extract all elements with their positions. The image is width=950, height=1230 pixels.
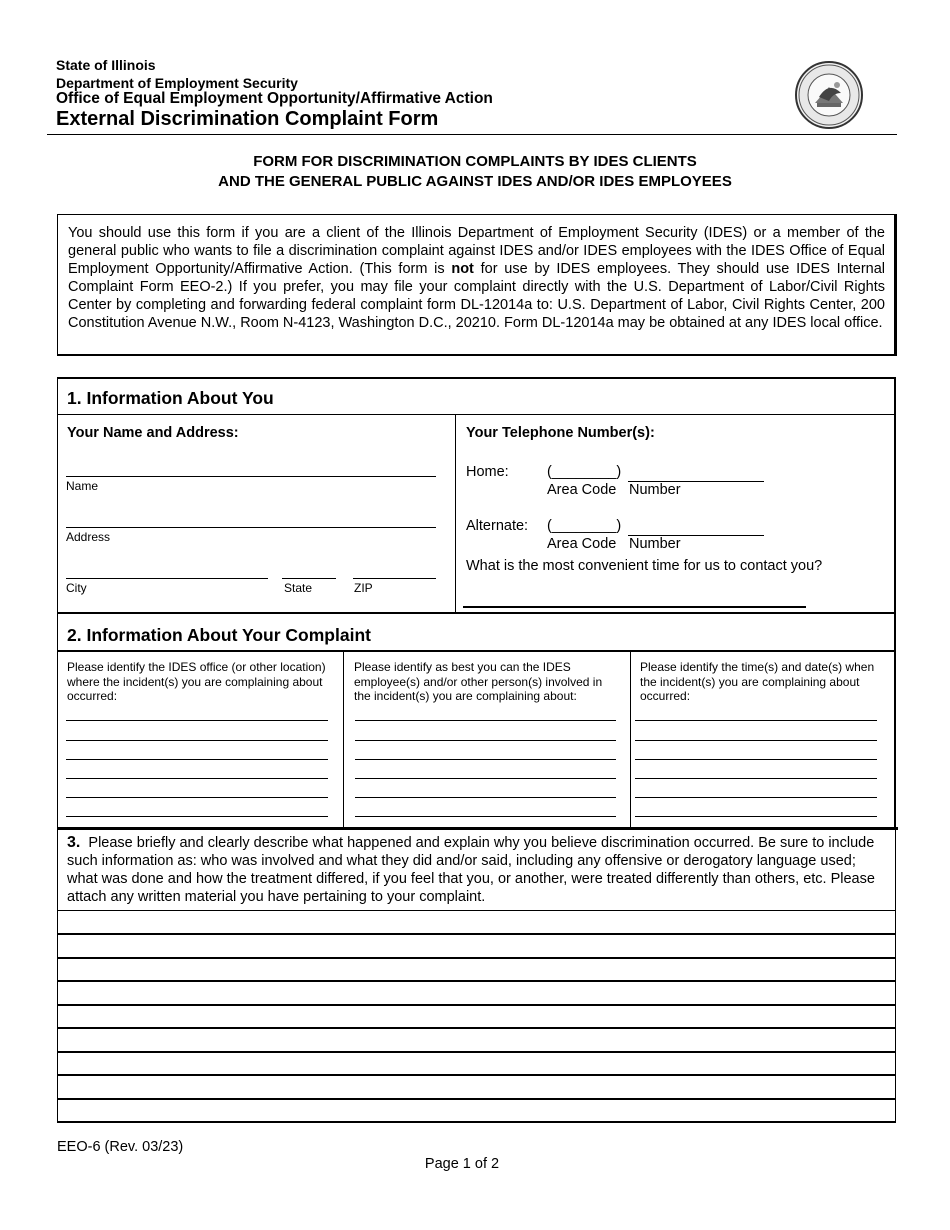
persons-line[interactable]: [355, 816, 616, 817]
time-date-line[interactable]: [635, 720, 877, 721]
location-prompt: Please identify the IDES office (or other location) where the incident(s) you are complaining about occurred:: [67, 660, 326, 704]
section-2-title: 2. Information About Your Complaint: [67, 625, 371, 645]
city-field[interactable]: [66, 578, 268, 579]
section-3-instructions: [67, 834, 887, 906]
persons-line[interactable]: [355, 759, 616, 760]
description-line[interactable]: [57, 1027, 896, 1029]
contact-time-field[interactable]: [463, 606, 806, 608]
description-line[interactable]: [57, 1004, 896, 1006]
time-date-line[interactable]: [635, 778, 877, 779]
description-line[interactable]: [57, 933, 896, 935]
time-date-line[interactable]: [635, 740, 877, 741]
name-address-label: Your Name and Address:: [67, 425, 239, 441]
time-date-line[interactable]: [635, 816, 877, 817]
time-date-prompt: Please identify the time(s) and date(s) when the incident(s) you are complaining about occurred:: [640, 660, 875, 704]
contact-time-question: What is the most convenient time for us to contact you?: [466, 558, 823, 574]
office-name: Office of Equal Employment Opportunity/Affirmative Action: [56, 90, 493, 107]
time-date-line[interactable]: [635, 797, 877, 798]
home-phone-label: Home:: [466, 464, 509, 480]
page-number: Page 1 of 2: [424, 1156, 500, 1172]
zip-field[interactable]: [353, 578, 436, 579]
location-line[interactable]: [66, 778, 328, 779]
name-label: Name: [66, 479, 99, 493]
city-label: City: [66, 581, 87, 595]
description-line[interactable]: [57, 1121, 896, 1123]
form-title: External Discrimination Complaint Form: [56, 108, 439, 130]
description-line[interactable]: [57, 1098, 896, 1100]
section-3-text: Please briefly and clearly describe what happened and explain why you believe discrimination occurred. Be sure to include such information as: who was involved and what they did and/or said, including any offensive or derogatory language used; what was done and how the treatment differed, if you feel that you, or another, were treated differently than others, etc. Please attach any written material you have pertaining to your complaint.: [67, 835, 875, 905]
description-line[interactable]: [57, 1074, 896, 1076]
state-field[interactable]: [282, 578, 336, 579]
persons-involved-prompt: Please identify as best you can the IDES employee(s) and/or other person(s) involved in the incident(s) you are complaining about:: [354, 660, 603, 704]
department-name: Department of Employment Security: [56, 75, 298, 91]
alternate-area-code-field[interactable]: (________): [547, 518, 622, 534]
form-number: EEO-6 (Rev. 03/23): [57, 1139, 184, 1155]
section-3-number: 3.: [67, 834, 81, 851]
intro-text-part2: for use by IDES employees. They should use IDES Internal Complaint Form EEO-2.) If you prefer, you may file your complaint directly with the U.S. Department of Labor/Civil Rights Center by completing and forwarding federal complaint form DL-12014a to: U.S. Department of Labor, Civil Rights Center, 200 Constitution Avenue N.W., Room N-4123, Washington D.C., 20210. Form DL-12014a may be obtained at any IDES local office.: [68, 261, 885, 331]
persons-line[interactable]: [355, 740, 616, 741]
instructions-box: [57, 214, 897, 356]
persons-line[interactable]: [355, 778, 616, 779]
location-line[interactable]: [66, 797, 328, 798]
home-area-code-label: Area Code: [547, 482, 617, 498]
description-line[interactable]: [57, 1051, 896, 1053]
location-line[interactable]: [66, 740, 328, 741]
intro-bold-not: not: [451, 261, 474, 277]
location-line[interactable]: [66, 720, 328, 721]
alternate-phone-label: Alternate:: [466, 518, 529, 534]
state-label: State: [284, 581, 313, 595]
address-label: Address: [66, 530, 111, 544]
intro-text-part1: You should use this form if you are a client of the Illinois Department of Employment Security (IDES) or a member of the general public who wants to file a discrimination complaint against IDES and/or IDES employees with the IDES Office of Equal Employment Opportunity/Affirmative Action. (This form is: [68, 225, 885, 277]
state-name: State of Illinois: [56, 57, 156, 73]
location-line[interactable]: [66, 816, 328, 817]
subtitle-line-1: FORM FOR DISCRIMINATION COMPLAINTS BY IDES CLIENTS: [253, 153, 697, 170]
time-date-line[interactable]: [635, 759, 877, 760]
home-number-label: Number: [629, 482, 681, 498]
state-seal-logo: [795, 61, 863, 129]
location-line[interactable]: [66, 759, 328, 760]
subtitle-line-2: AND THE GENERAL PUBLIC AGAINST IDES AND/OR IDES EMPLOYEES: [218, 173, 732, 190]
home-area-code-field[interactable]: (________): [547, 464, 622, 480]
description-line[interactable]: [57, 980, 896, 982]
address-field[interactable]: [66, 527, 436, 528]
name-field[interactable]: [66, 476, 436, 477]
alternate-area-code-label: Area Code: [547, 536, 617, 552]
description-line[interactable]: [57, 957, 896, 959]
alternate-number-label: Number: [629, 536, 681, 552]
persons-line[interactable]: [355, 797, 616, 798]
persons-line[interactable]: [355, 720, 616, 721]
telephone-label: Your Telephone Number(s):: [466, 425, 655, 441]
zip-label: ZIP: [354, 581, 373, 595]
section-1-title: 1. Information About You: [67, 388, 274, 408]
